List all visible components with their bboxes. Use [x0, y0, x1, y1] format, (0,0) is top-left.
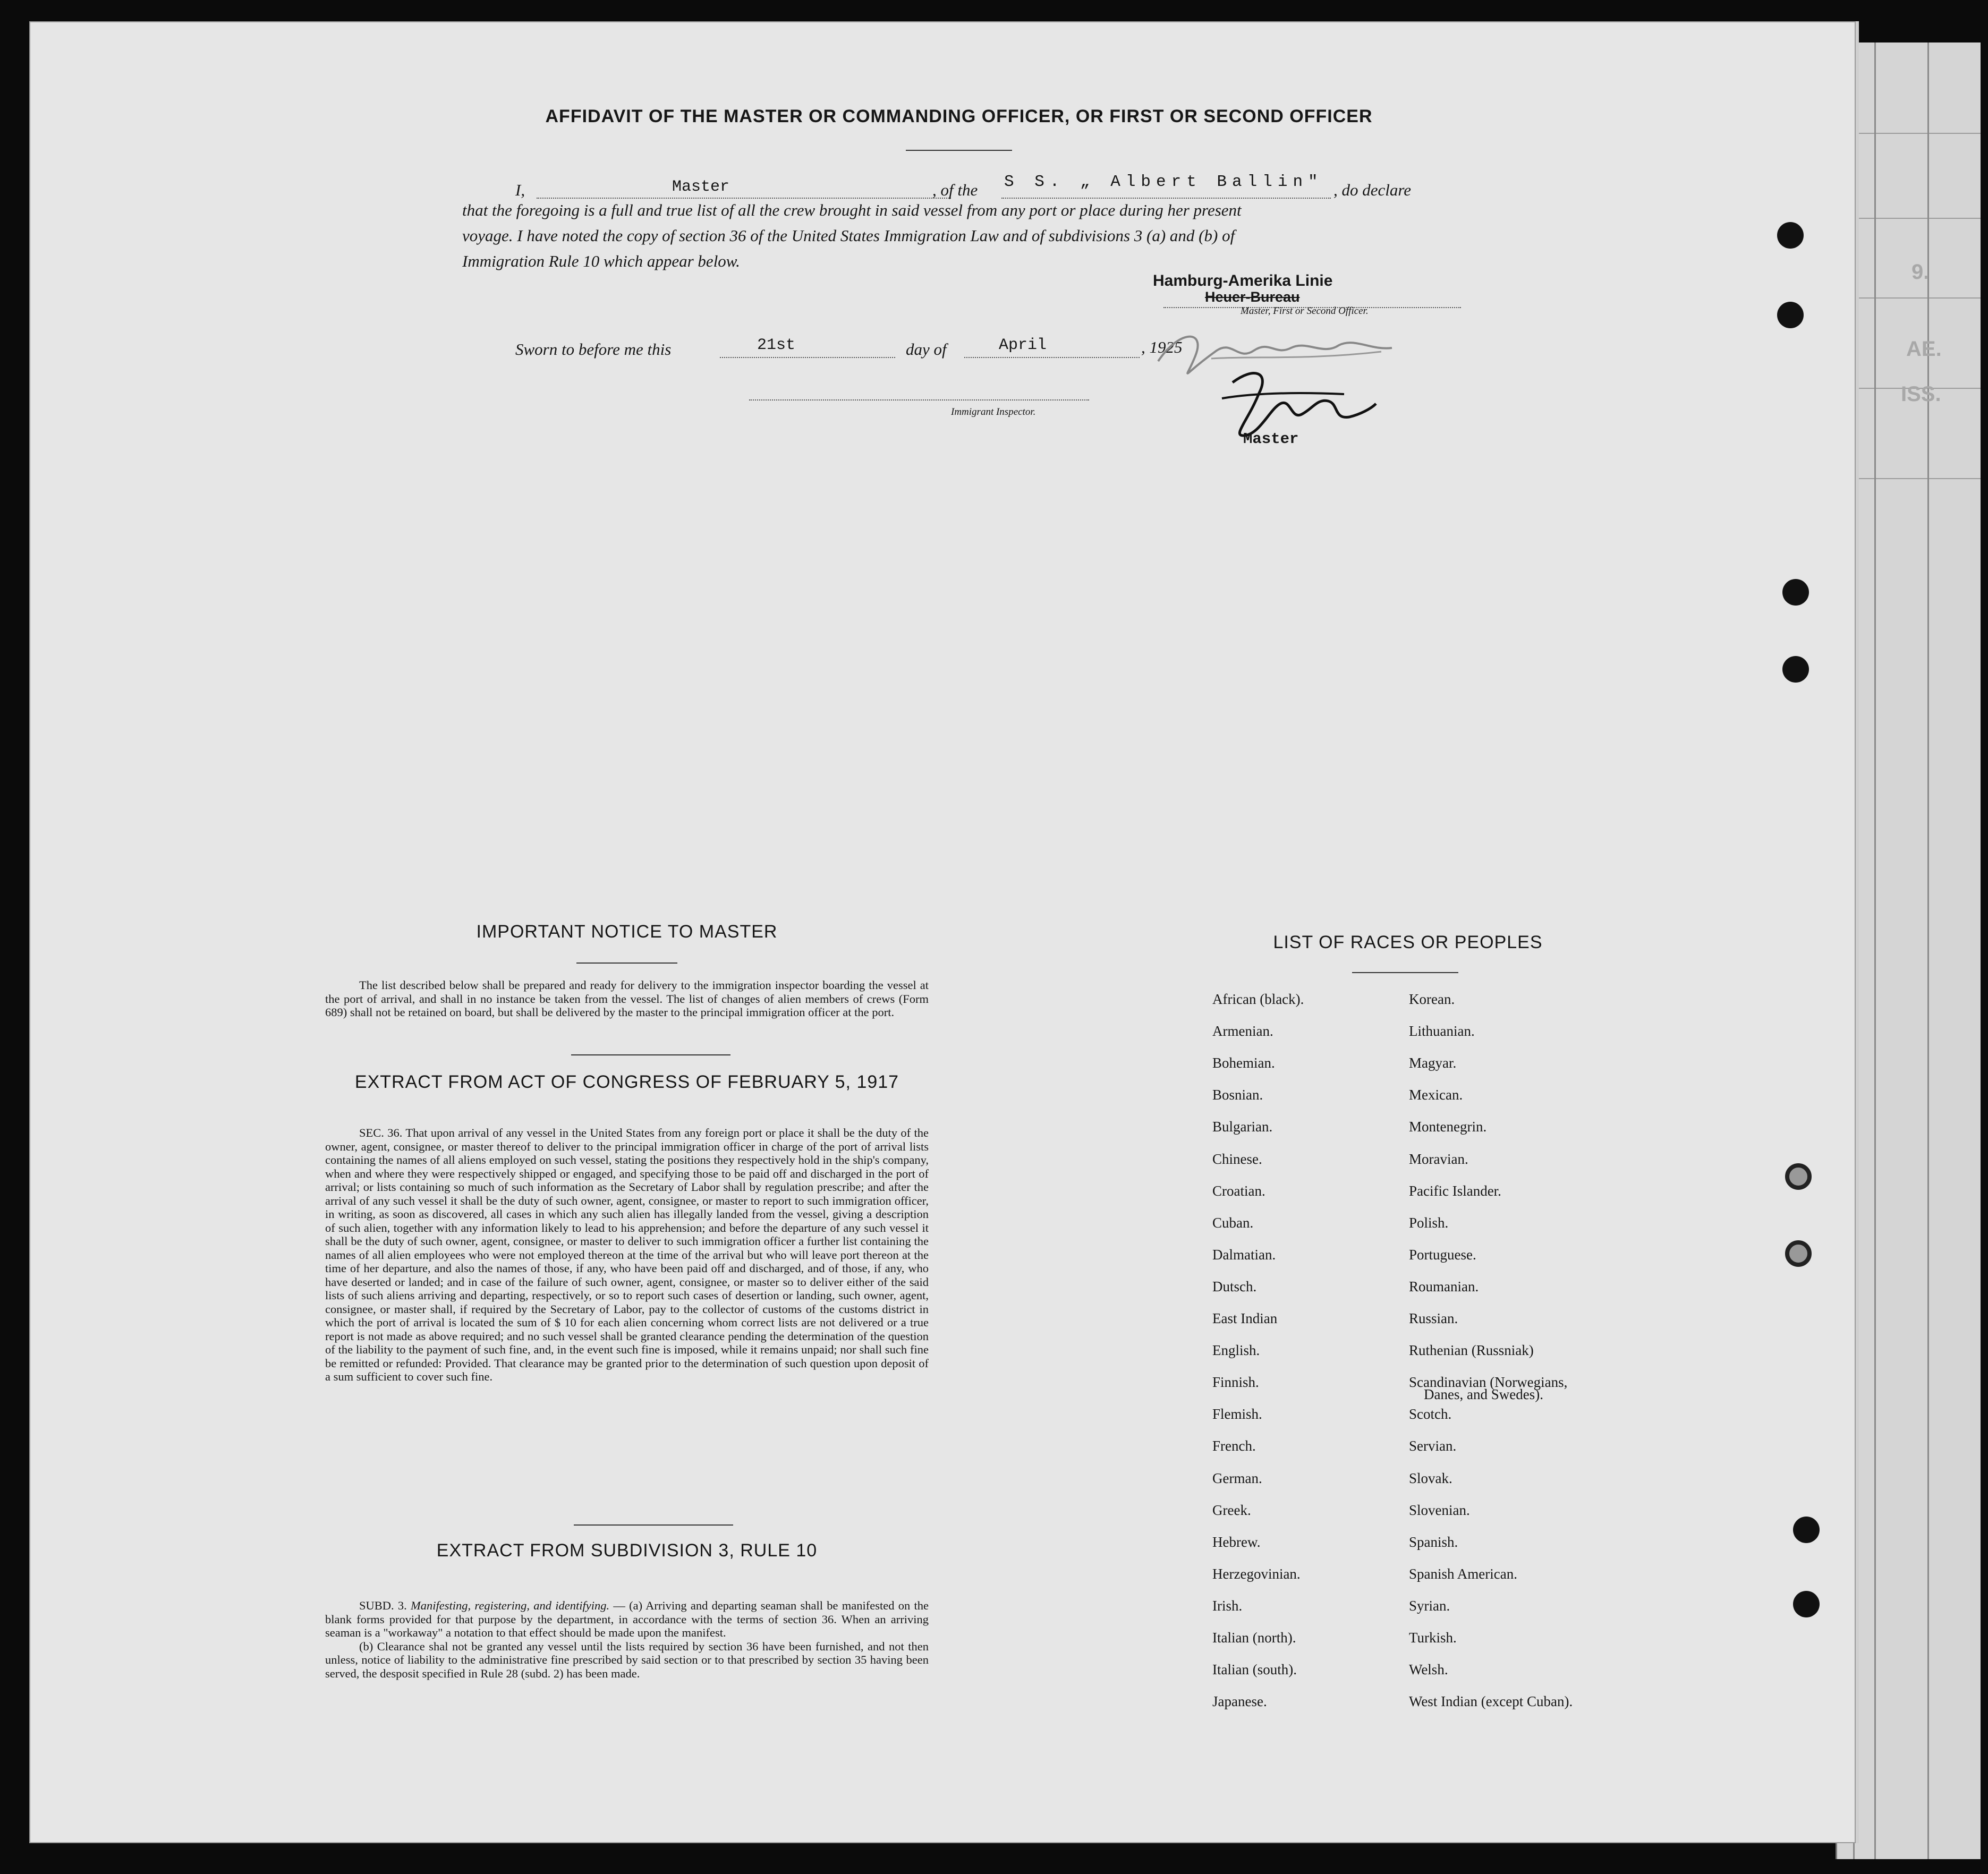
race-item: Italian (south). [1212, 1662, 1297, 1677]
race-item: Spanish. [1409, 1534, 1458, 1550]
adjacent-fragment: ISS. [1901, 382, 1941, 406]
declaration-line: Immigration Rule 10 which appear below. [462, 252, 740, 270]
race-item: Greek. [1212, 1502, 1251, 1518]
race-item: Armenian. [1212, 1023, 1273, 1039]
race-item: Bulgarian. [1212, 1119, 1273, 1135]
race-item: Portuguese. [1409, 1247, 1476, 1263]
declaration-line: that the foregoing is a full and true list of all the crew brought in said vessel from any port or place during her present [462, 201, 1242, 219]
binder-hole [1782, 656, 1809, 683]
race-item: Slovenian. [1409, 1502, 1470, 1518]
inspector-caption: Immigrant Inspector. [951, 406, 1036, 418]
race-item: Hebrew. [1212, 1534, 1261, 1550]
race-item-continuation: Danes, and Swedes). [1424, 1386, 1543, 1402]
binder-hole [1777, 302, 1804, 328]
race-item: French. [1212, 1438, 1256, 1454]
races-heading: LIST OF RACES OR PEOPLES [1273, 932, 1543, 952]
race-item: Croatian. [1212, 1183, 1265, 1199]
race-item: Moravian. [1409, 1151, 1468, 1167]
adjacent-fragment: 9. [1911, 260, 1930, 284]
race-item: Ruthenian (Russniak) [1409, 1342, 1534, 1358]
race-item: Montenegrin. [1409, 1119, 1487, 1135]
race-item: Turkish. [1409, 1630, 1457, 1646]
sworn-day-field: 21st [757, 336, 796, 354]
sworn-label: Sworn to before me this [515, 340, 672, 359]
vessel-name-field: S S. „ Albert Ballin" [1004, 173, 1323, 191]
race-item: Herzegovinian. [1212, 1566, 1301, 1582]
notice-heading: IMPORTANT NOTICE TO MASTER [476, 922, 778, 942]
race-item: West Indian (except Cuban). [1409, 1693, 1573, 1709]
race-item: English. [1212, 1342, 1260, 1358]
officer-rank-field: Master [672, 178, 730, 196]
binder-hole [1793, 1517, 1820, 1543]
race-item: Servian. [1409, 1438, 1457, 1454]
day-of-label: day of [906, 340, 947, 359]
binder-hole [1785, 1240, 1812, 1267]
company-stamp: Hamburg-Amerika Linie [1153, 272, 1333, 289]
do-declare-label: , do declare [1333, 181, 1412, 199]
race-item: Scotch. [1409, 1406, 1452, 1422]
rule-extract-heading: EXTRACT FROM SUBDIVISION 3, RULE 10 [436, 1540, 818, 1561]
race-item: Italian (north). [1212, 1630, 1296, 1646]
race-item: Flemish. [1212, 1406, 1262, 1422]
sworn-month-field: April [999, 336, 1047, 354]
race-item: Roumanian. [1409, 1279, 1479, 1294]
race-item: Polish. [1409, 1215, 1449, 1231]
race-item: Irish. [1212, 1598, 1243, 1614]
race-item: Russian. [1409, 1310, 1458, 1326]
race-item: Japanese. [1212, 1693, 1267, 1709]
race-item: Syrian. [1409, 1598, 1450, 1614]
of-the-label: , of the [932, 181, 978, 199]
declarant-prefix: I, [515, 181, 525, 199]
race-item: Dutsch. [1212, 1279, 1257, 1294]
race-item: Korean. [1409, 991, 1455, 1007]
binder-hole [1782, 579, 1809, 606]
affidavit-title: AFFIDAVIT OF THE MASTER OR COMMANDING OFFICER, OR FIRST OR SECOND OFFICER [545, 106, 1373, 126]
race-item: Finnish. [1212, 1374, 1259, 1390]
sworn-year: , 1925 [1141, 338, 1183, 356]
race-item: German. [1212, 1470, 1262, 1486]
race-item: Pacific Islander. [1409, 1183, 1501, 1199]
binder-hole [1793, 1591, 1820, 1617]
race-item: Magyar. [1409, 1055, 1457, 1071]
race-item: Spanish American. [1409, 1566, 1517, 1582]
company-stamp-bureau: Heuer-Bureau [1205, 289, 1300, 305]
declaration-line: voyage. I have noted the copy of section 36 of the United States Immigration Law and of subdivisions 3 (a) and (b) of [462, 226, 1235, 245]
race-item: Lithuanian. [1409, 1023, 1475, 1039]
race-item: East Indian [1212, 1310, 1278, 1326]
race-item: African (black). [1212, 991, 1304, 1007]
adjacent-fragment: AE. [1906, 337, 1942, 361]
act-extract-text: SEC. 36. That upon arrival of any vessel in the United States from any foreign port or place it shall be the duty of the owner, agent, consignee, or master thereof to deliver to the principal immigration officer in charge of the port of arrival lists containing the names of all aliens employed on such vessel, stating the positions they respectively hold in the ship's company, when and where they were respectively shipped or engaged, and specifying those to be paid off and discharged in the port of arrival; or lists containing so much of such information as the Secretary of Labor shall by regulation prescribe; and after the arrival of any such vessel it shall be the duty of such owner, agent, consignee, or master to report to such immigration officer, in writing, as soon as discovered, all cases in which any such alien has illegally landed from the vessel, giving a description of such alien, together with any information likely to lead to his apprehension; and before the departure of any such vessel it shall be the duty of such owner, agent, consignee, or master to deliver to such immigration officer a further list containing the names of all alien employees who were not employed thereon at the time of the arrival but who will leave port thereon at the time of her departure, and also the names of those, if any, who have been paid off and discharged, and of those, if any, who have deserted or landed; and in case of the failure of such owner, agent, consignee, or master so to deliver either of the said lists of such aliens arriving and departing, respectively, or so to report such cases of desertion or landing, such owner, agent, consignee, or master shall, if required by the Secretary of Labor, pay to the collector of customs of the customs district in which the port of arrival is located the sum of $ 10 for each alien concerning whom correct lists are not delivered or a true report is not made as above required; and no such vessel shall be granted clearance pending the determination of the question of the liability to the payment of such fine, and, in the event such fine is imposed, while it remains unpaid; nor shall such fine be remitted or refunded: Provided. That clearance may be granted prior to the determination of such question upon deposit of a sum sufficient to cover such fine. [325, 1126, 929, 1383]
race-item: Mexican. [1409, 1087, 1463, 1103]
race-item: Bohemian. [1212, 1055, 1275, 1071]
signature-caption: Master, First or Second Officer. [1241, 305, 1369, 317]
race-item: Chinese. [1212, 1151, 1262, 1167]
binder-hole [1777, 222, 1804, 249]
rule-extract-text: SUBD. 3. Manifesting, registering, and identifying. — (a) Arriving and departing seaman shall be manifested on the blank forms provided for that purpose by the department, in accordance with the terms of section 36. When an arriving seaman is a "workaway" a notation to that effect should be made upon the manifest. (b) Clearance shal not be granted any vessel until the lists required by section 36 have been furnished, and not then unless, notice of liability to the administrative fine prescribed by said section or to that prescribed by section 35 having been served, the desposit specified in Rule 28 (subd. 2) has been made. [325, 1599, 929, 1680]
act-extract-heading: EXTRACT FROM ACT OF CONGRESS OF FEBRUARY 5, 1917 [354, 1072, 899, 1092]
race-item: Cuban. [1212, 1215, 1254, 1231]
race-item: Slovak. [1409, 1470, 1452, 1486]
race-item: Dalmatian. [1212, 1247, 1276, 1263]
race-item: Scandinavian (Norwegians, [1409, 1374, 1568, 1390]
notice-text: The list described below shall be prepared and ready for delivery to the immigration inspector boarding the vessel at the port of arrival, and shall in no instance be taken from the vessel. The list of changes of alien members of crews (Form 689) shall not be retained on board, but shall be delivered by the master to the principal immigration officer at the port. [325, 978, 929, 1019]
master-stamp: Master [1243, 430, 1299, 448]
binder-hole [1785, 1163, 1812, 1190]
adjacent-page-edge [1836, 42, 1981, 1859]
race-item: Welsh. [1409, 1662, 1448, 1677]
race-item: Bosnian. [1212, 1087, 1263, 1103]
